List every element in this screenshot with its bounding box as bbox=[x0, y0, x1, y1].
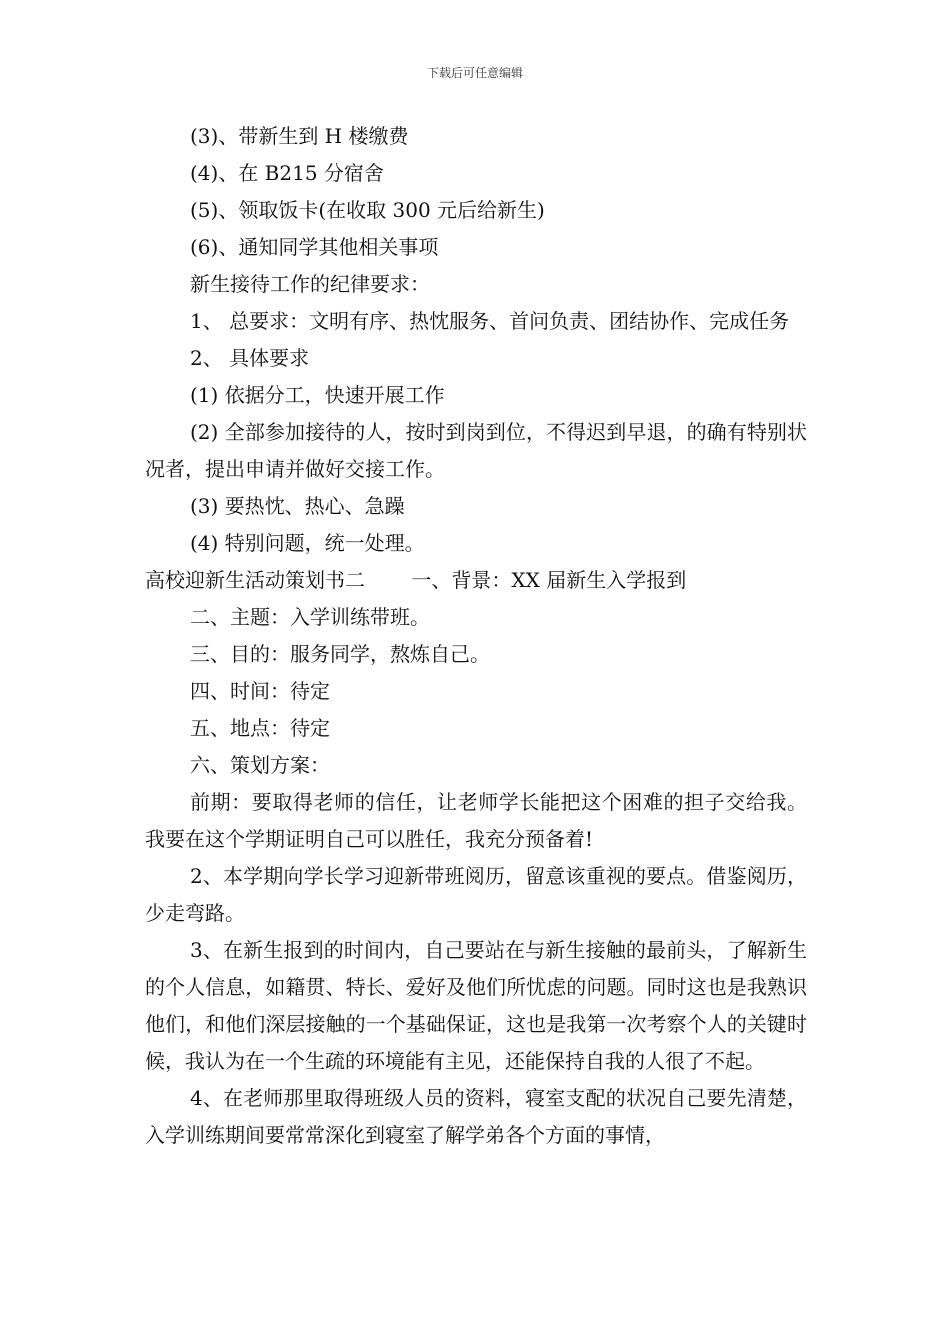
paragraph-6: (6)、通知同学其他相关事项 bbox=[190, 235, 439, 259]
location-line: 五、地点：待定 bbox=[190, 716, 330, 740]
purpose-line: 三、目的：服务同学，熬炼自己。 bbox=[190, 642, 490, 666]
requirement-1: (1) 依据分工，快速开展工作 bbox=[190, 383, 445, 407]
paragraph-3: (3)、带新生到 H 楼缴费 bbox=[190, 124, 409, 148]
specific-requirement-heading: 2、 具体要求 bbox=[190, 346, 310, 370]
paragraph-5: (5)、领取饭卡(在收取 300 元后给新生) bbox=[190, 198, 545, 222]
time-line: 四、时间：待定 bbox=[190, 679, 330, 703]
page-header: 下载后可任意编辑 bbox=[426, 66, 523, 80]
plan-item-3: 3、在新生报到的时间内，自己要站在与新生接触的最前头，了解新生的个人信息，如籍贯、特长、爱好及他们所忧虑的问题。同时这也是我熟识他们，和他们深层接触的一个基础保证，这也是我第一次考察个人的关键时候，我认为在一个生疏的环境能有主见，还能保持自我的人很了不起。 bbox=[145, 938, 807, 1073]
paragraph-4: (4)、在 B215 分宿舍 bbox=[190, 161, 384, 185]
plan-item-2: 2、本学期向学长学习迎新带班阅历，留意该重视的要点。借鉴阅历，少走弯路。 bbox=[145, 864, 807, 925]
early-stage-paragraph: 前期：要取得老师的信任，让老师学长能把这个困难的担子交给我。我要在这个学期证明自己可以胜任，我充分预备着! bbox=[145, 790, 807, 851]
plan-item-4: 4、在老师那里取得班级人员的资料，寝室支配的状况自己要先清楚，入学训练期间要常常深化到寝室了解学弟各个方面的事情， bbox=[145, 1086, 807, 1147]
requirement-2: (2) 全部参加接待的人，按时到岗到位，不得迟到早退，的确有特别状况者，提出申请并做好交接工作。 bbox=[145, 420, 807, 481]
requirement-3: (3) 要热忱、热心、急躁 bbox=[190, 494, 405, 518]
theme-line: 二、主题：入学训练带班。 bbox=[190, 605, 430, 629]
plan-heading: 六、策划方案： bbox=[190, 753, 330, 777]
requirement-4: (4) 特别问题，统一处理。 bbox=[190, 531, 425, 555]
general-requirement: 1、 总要求：文明有序、热忱服务、首问负责、团结协作、完成任务 bbox=[190, 309, 790, 333]
section-title-plan-two: 高校迎新生活动策划书二 一、背景：XX 届新生入学报到 bbox=[145, 568, 687, 592]
discipline-heading: 新生接待工作的纪律要求： bbox=[190, 272, 430, 296]
document-body bbox=[145, 118, 807, 1154]
